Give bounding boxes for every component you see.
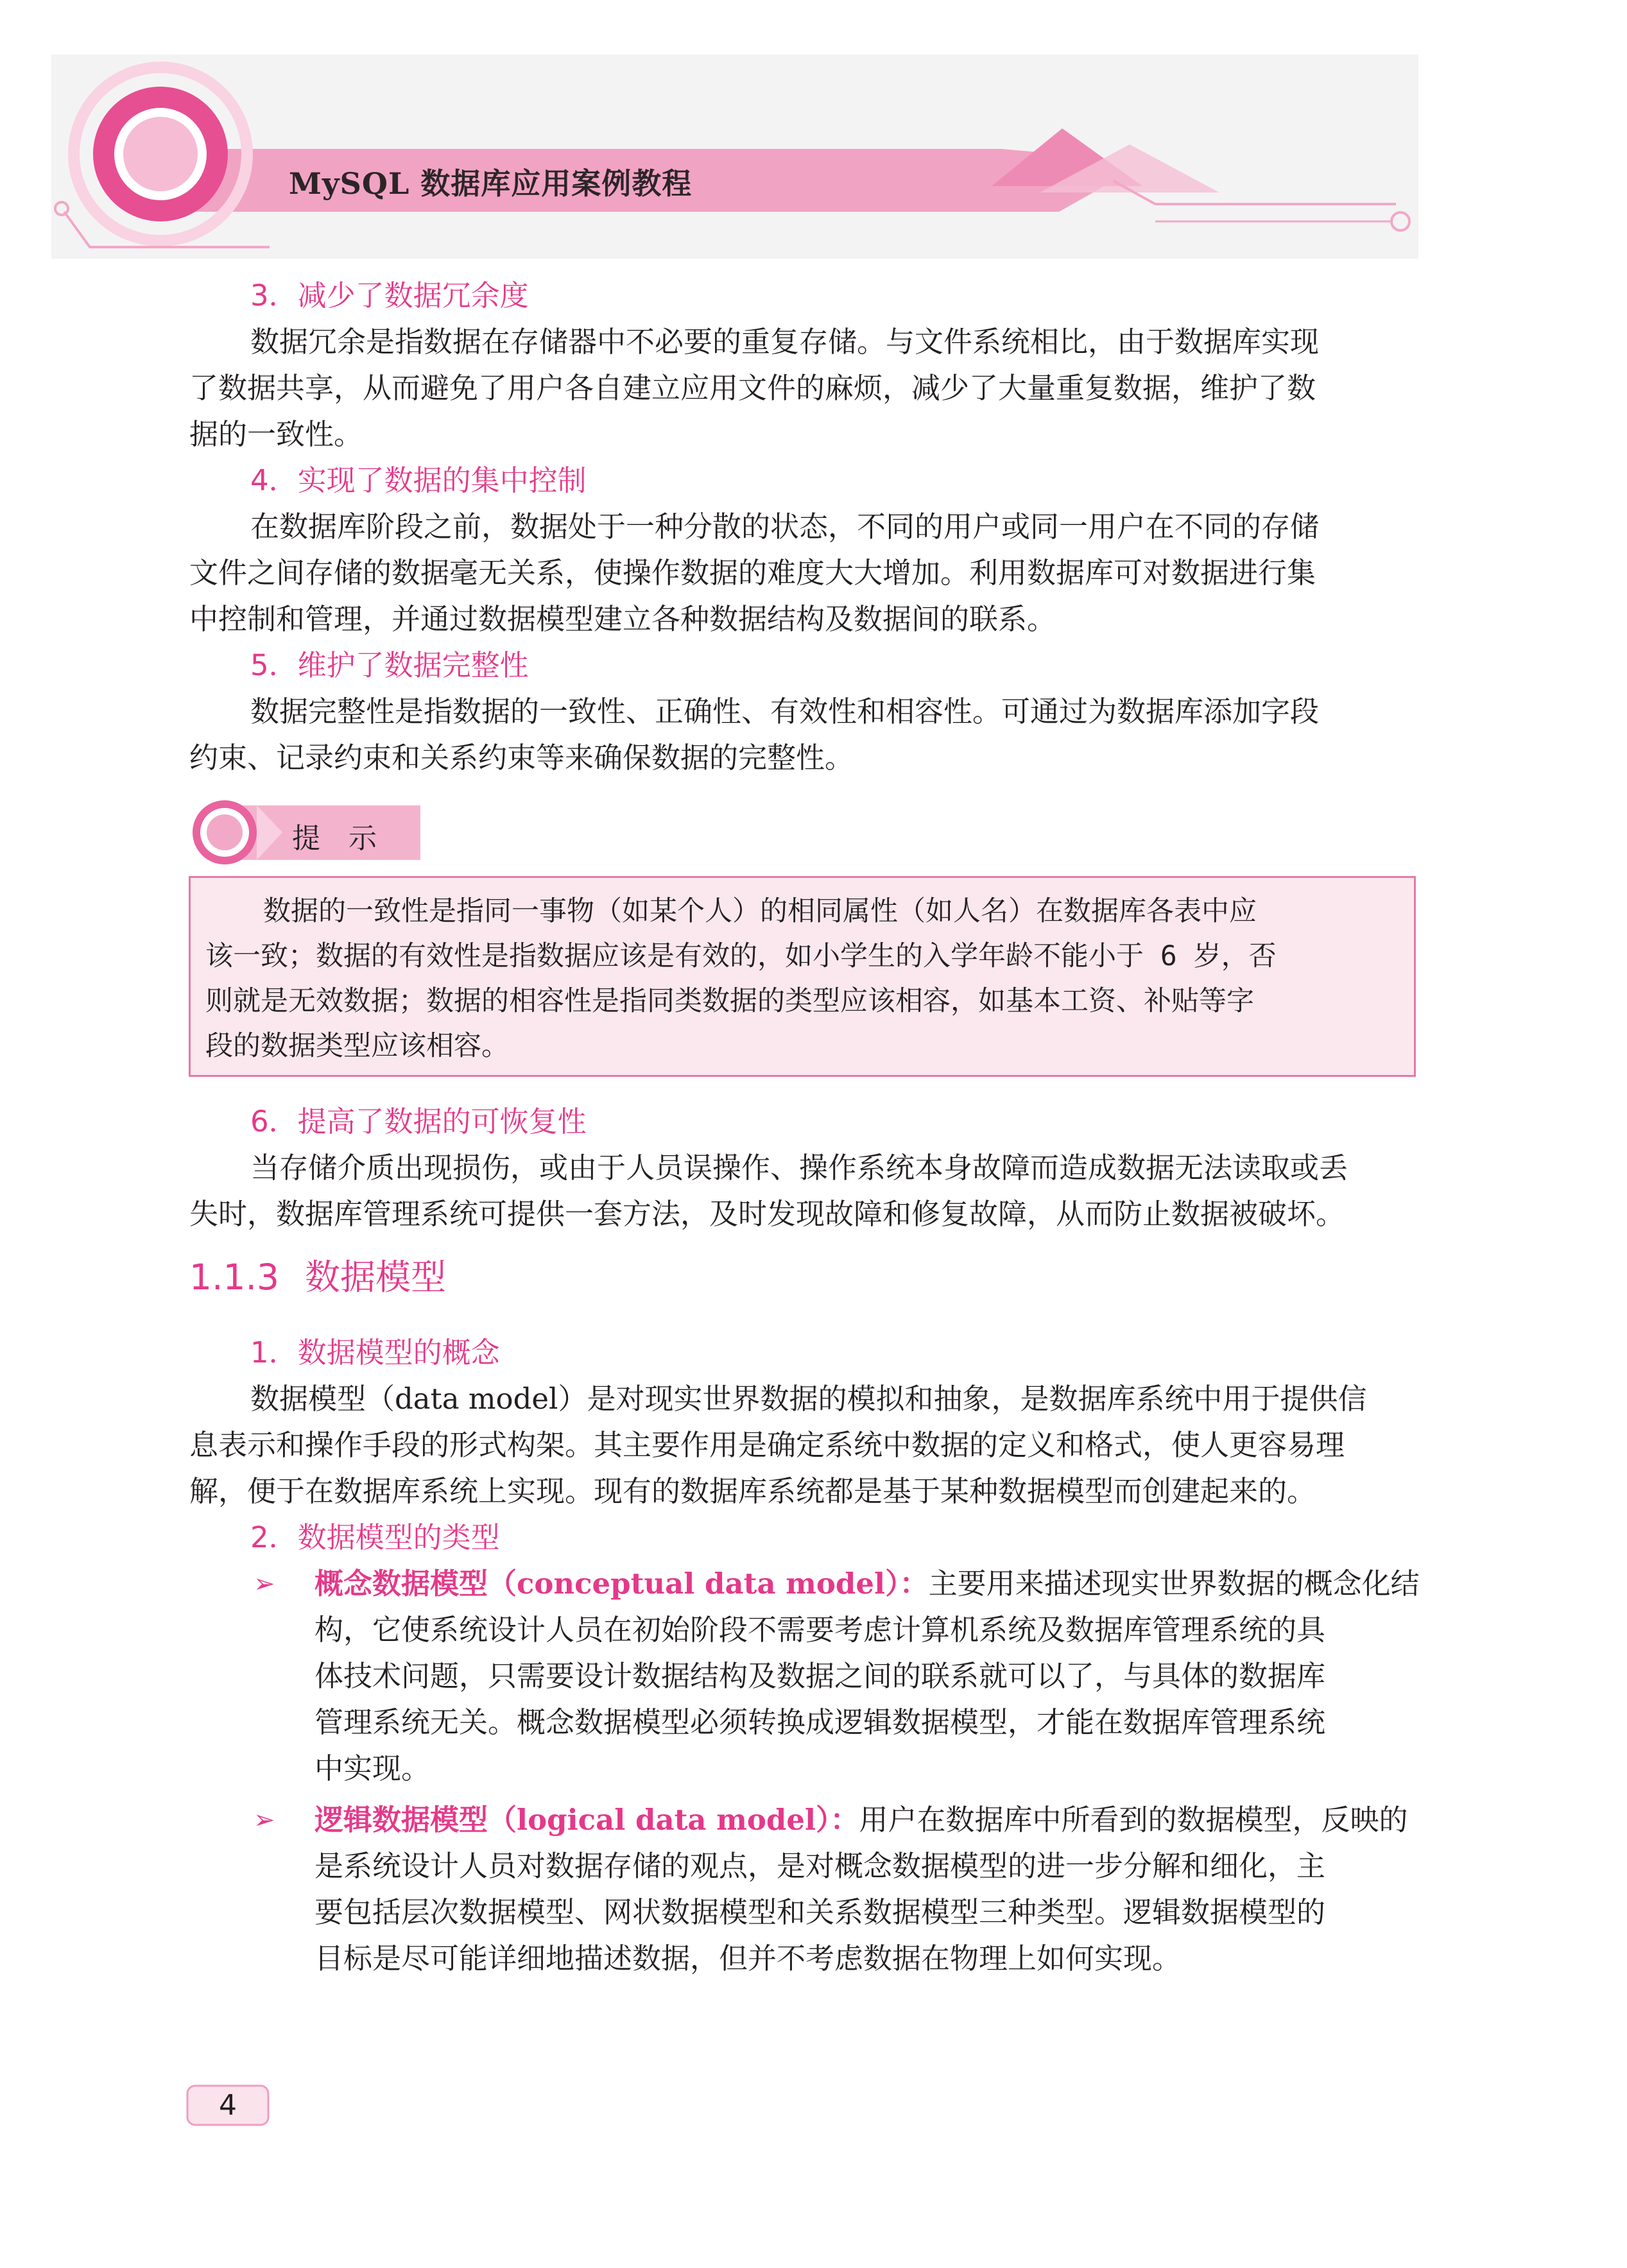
- heading-centralized-control: 4．实现了数据的集中控制: [250, 463, 587, 497]
- book-title: MySQL 数据库应用案例教程: [289, 166, 693, 201]
- bullet-arrow-icon: ➢: [254, 1805, 275, 1835]
- bullet-line: 中实现。: [314, 1751, 431, 1785]
- paragraph-line: 数据模型（data model）是对现实世界数据的模拟和抽象，是数据库系统中用于提供信: [250, 1382, 1367, 1416]
- bullet-line: 构，它使系统设计人员在初始阶段不需要考虑计算机系统及数据库管理系统的具: [314, 1613, 1326, 1647]
- bullet-line: 目标是尽可能详细地描述数据，但并不考虑数据在物理上如何实现。: [314, 1941, 1182, 1975]
- bullet-line: 要包括层次数据模型、网状数据模型和关系数据模型三种类型。逻辑数据模型的: [314, 1895, 1326, 1929]
- heading-data-model-types: 2．数据模型的类型: [250, 1520, 500, 1554]
- paragraph-line: 约束、记录约束和关系约束等来确保数据的完整性。: [189, 741, 854, 775]
- tip-line: 该一致；数据的有效性是指数据应该是有效的，如小学生的入学年龄不能小于 6 岁，否: [205, 940, 1277, 972]
- heading-data-integrity: 5．维护了数据完整性: [250, 648, 529, 682]
- bullet-text: 用户在数据库中所看到的数据模型，反映的: [859, 1803, 1408, 1837]
- paragraph-line: 数据完整性是指数据的一致性、正确性、有效性和相容性。可通过为数据库添加字段: [250, 694, 1320, 728]
- bullet-line: 体技术问题，只需要设计数据结构及数据之间的联系就可以了，与具体的数据库: [314, 1659, 1326, 1693]
- paragraph-line: 据的一致性。: [189, 417, 363, 451]
- heading-recoverability: 6．提高了数据的可恢复性: [250, 1104, 587, 1138]
- term-conceptual-model: 概念数据模型（conceptual data model）：: [314, 1567, 929, 1601]
- paragraph-line: 当存储介质出现损伤，或由于人员误操作、操作系统本身故障而造成数据无法读取或丢: [250, 1151, 1348, 1185]
- bullet-line: 管理系统无关。概念数据模型必须转换成逻辑数据模型，才能在数据库管理系统: [314, 1705, 1326, 1739]
- heading-reduce-redundancy: 3．减少了数据冗余度: [250, 279, 529, 313]
- paragraph-line: 失时，数据库管理系统可提供一套方法，及时发现故障和修复故障，从而防止数据被破坏。: [189, 1197, 1345, 1231]
- paragraph-line: 数据冗余是指数据在存储器中不必要的重复存储。与文件系统相比，由于数据库实现: [250, 325, 1320, 359]
- bullet-first-line: [314, 1797, 1416, 1843]
- bullet-text: 主要用来描述现实世界数据的概念化结: [928, 1567, 1420, 1601]
- tip-line: 段的数据类型应该相容。: [205, 1030, 509, 1062]
- bullet-arrow-icon: ➢: [254, 1569, 275, 1599]
- bullet-first-line: [314, 1561, 1420, 1607]
- paragraph-line: 文件之间存储的数据毫无关系，使操作数据的难度大大增加。利用数据库可对数据进行集: [189, 556, 1316, 590]
- bullet-line: 是系统设计人员对数据存储的观点，是对概念数据模型的进一步分解和细化，主: [314, 1849, 1326, 1883]
- tip-line: 则就是无效数据；数据的相容性是指同类数据的类型应该相容，如基本工资、补贴等字: [205, 985, 1254, 1017]
- heading-data-model-concept: 1．数据模型的概念: [250, 1336, 500, 1370]
- tip-line: 数据的一致性是指同一事物（如某个人）的相同属性（如人名）在数据库各表中应: [263, 895, 1257, 927]
- section-heading-data-model: [189, 1251, 446, 1303]
- term-logical-model: 逻辑数据模型（logical data model）：: [314, 1803, 859, 1837]
- paragraph-line: 息表示和操作手段的形式构架。其主要作用是确定系统中数据的定义和格式，使人更容易理: [189, 1428, 1345, 1462]
- tip-label: 提示: [292, 822, 405, 855]
- paragraph-line: 在数据库阶段之前，数据处于一种分散的状态，不同的用户或同一用户在不同的存储: [250, 510, 1320, 544]
- page-number: 4: [219, 2089, 237, 2122]
- paragraph-line: 了数据共享，从而避免了用户各自建立应用文件的麻烦，减少了大量重复数据，维护了数: [189, 371, 1316, 405]
- section-title: 数据模型: [305, 1257, 447, 1298]
- section-number: 1.1.3: [189, 1257, 279, 1298]
- paragraph-line: 中控制和管理，并通过数据模型建立各种数据结构及数据间的联系。: [189, 602, 1056, 636]
- paragraph-line: 解，便于在数据库系统上实现。现有的数据库系统都是基于某种数据模型而创建起来的。: [189, 1474, 1316, 1508]
